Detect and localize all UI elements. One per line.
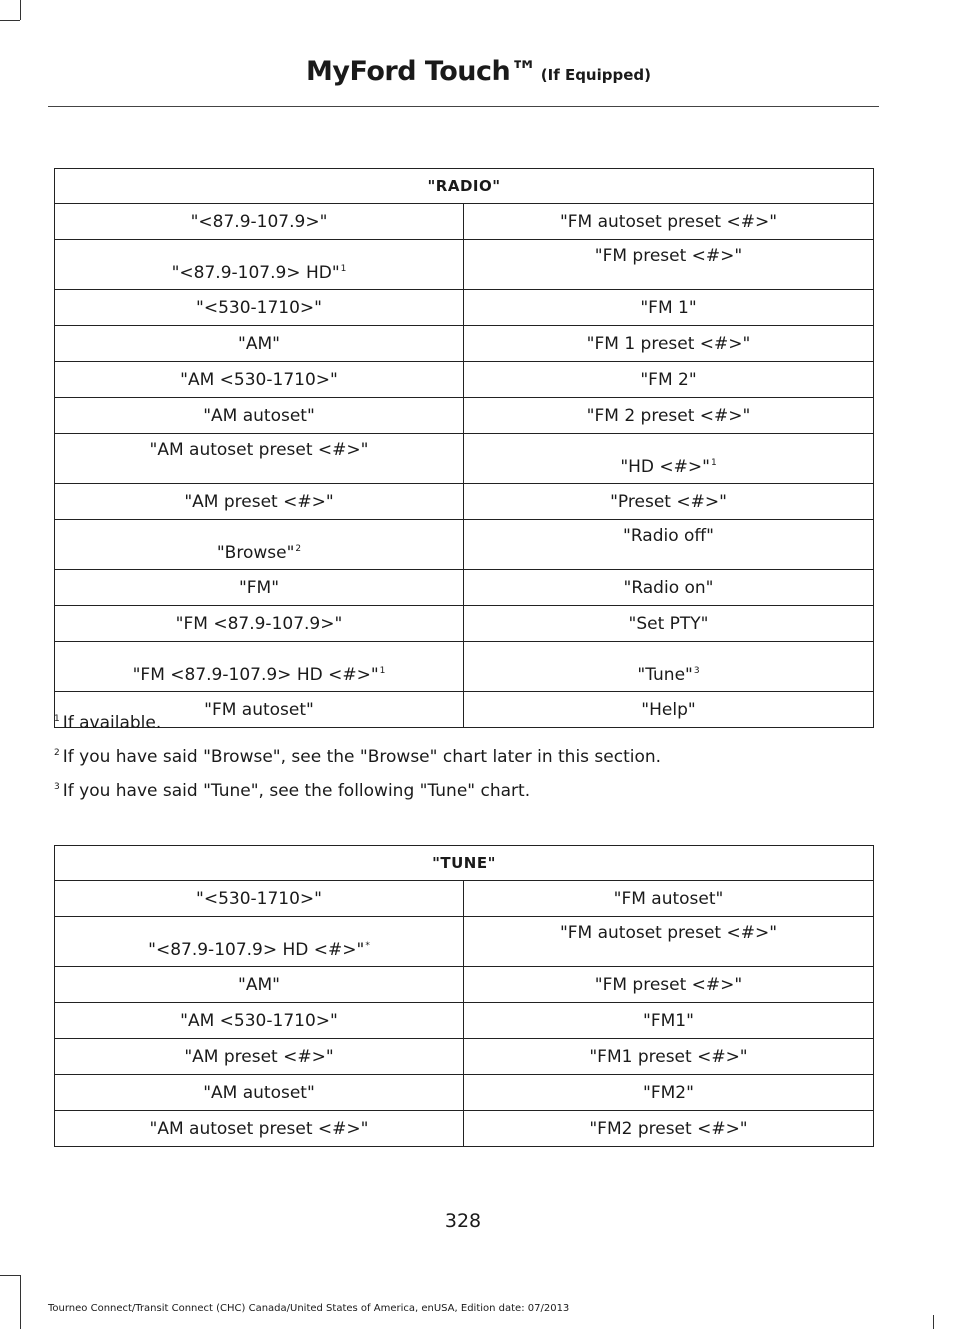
footnote-mark: 3 xyxy=(54,782,60,792)
cell-text: "FM preset <#>" xyxy=(594,974,743,995)
title-subtitle: (If Equipped) xyxy=(540,66,651,84)
cell-text: "Set PTY" xyxy=(628,613,709,634)
cell-text: "AM autoset preset <#>" xyxy=(149,440,369,460)
cell-text: "FM autoset" xyxy=(613,888,724,909)
cell-text: "HD <#>" xyxy=(620,457,710,477)
footnote-ref: 1 xyxy=(379,666,386,676)
crop-mark xyxy=(0,20,20,21)
table-cell xyxy=(55,881,464,917)
cell-text: "FM 1 preset <#>" xyxy=(586,333,751,354)
table-cell xyxy=(464,398,874,434)
table-cell xyxy=(464,290,874,326)
cell-text: "Tune" xyxy=(637,665,693,685)
table-row xyxy=(55,1111,874,1147)
page-number: 328 xyxy=(444,1210,482,1232)
crop-mark xyxy=(933,1315,934,1329)
cell-text: "Browse" xyxy=(216,543,295,563)
cell-text: "FM1" xyxy=(643,1010,694,1031)
table-row xyxy=(55,520,874,570)
footnote-text: If you have said "Tune", see the following "Tune" chart. xyxy=(62,781,531,801)
footnote-ref: 1 xyxy=(710,458,717,468)
table-cell xyxy=(464,967,874,1003)
cell-text: "FM" xyxy=(238,577,280,598)
table-row xyxy=(55,917,874,967)
page-title xyxy=(306,56,651,87)
header-divider xyxy=(48,106,879,107)
table-cell xyxy=(464,881,874,917)
table-cell xyxy=(55,570,464,606)
cell-text: "AM autoset preset <#>" xyxy=(149,1118,369,1139)
table-cell xyxy=(464,570,874,606)
table-cell xyxy=(464,606,874,642)
cell-text: "FM autoset preset <#>" xyxy=(559,211,778,232)
cell-text: "FM <87.9-107.9> HD <#>" xyxy=(132,665,379,685)
table-row xyxy=(55,434,874,484)
table-row xyxy=(55,290,874,326)
footnote-ref: 3 xyxy=(693,666,700,676)
crop-mark xyxy=(0,1275,20,1276)
table-cell xyxy=(464,1003,874,1039)
title-text: MyFord Touch™ xyxy=(306,56,537,87)
table-row xyxy=(55,398,874,434)
table-row xyxy=(55,326,874,362)
table-row xyxy=(55,1003,874,1039)
cell-text: "AM autoset" xyxy=(203,405,315,426)
table-row xyxy=(55,606,874,642)
table-cell xyxy=(464,1075,874,1111)
cell-text: "<530-1710>" xyxy=(196,888,322,909)
table-cell xyxy=(55,240,464,290)
table-cell xyxy=(464,204,874,240)
table-cell xyxy=(55,1039,464,1075)
cell-text: "AM preset <#>" xyxy=(184,491,334,512)
cell-text: "FM 2" xyxy=(640,369,697,390)
cell-text: "Help" xyxy=(641,699,696,720)
table-cell xyxy=(55,290,464,326)
cell-text: "<530-1710>" xyxy=(196,297,322,318)
cell-text: "FM autoset" xyxy=(204,699,314,720)
table-cell xyxy=(464,692,874,728)
table-cell xyxy=(55,434,464,484)
table-cell xyxy=(55,362,464,398)
footnote-ref: 1 xyxy=(340,264,347,274)
table-heading: "TUNE" xyxy=(55,846,874,881)
cell-text: "FM autoset preset <#>" xyxy=(559,923,778,943)
cell-text: "Radio off" xyxy=(623,526,714,546)
radio-command-table xyxy=(54,168,874,728)
cell-text: "AM <530-1710>" xyxy=(180,369,338,390)
table-row xyxy=(55,484,874,520)
table-row xyxy=(55,362,874,398)
table-cell xyxy=(55,520,464,570)
crop-mark xyxy=(20,1275,21,1329)
table-heading: "RADIO" xyxy=(55,169,874,204)
table-row xyxy=(55,692,874,728)
cell-text: "FM 1" xyxy=(640,297,697,318)
table-cell xyxy=(464,520,874,570)
table-cell xyxy=(55,1075,464,1111)
footnote xyxy=(54,781,530,801)
table-cell xyxy=(464,326,874,362)
cell-text: "AM" xyxy=(238,333,280,354)
table-row xyxy=(55,204,874,240)
cell-text: "FM2 preset <#>" xyxy=(589,1118,748,1139)
table-cell xyxy=(55,484,464,520)
table-row xyxy=(55,1075,874,1111)
cell-text: "FM2" xyxy=(643,1082,694,1103)
table-row xyxy=(55,240,874,290)
table-cell xyxy=(55,917,464,967)
cell-text: "<87.9-107.9> HD" xyxy=(171,263,340,283)
footnote-text: If available. xyxy=(62,713,162,733)
table-header-row xyxy=(55,846,874,881)
cell-text: "FM1 preset <#>" xyxy=(589,1046,748,1067)
table-cell xyxy=(464,642,874,692)
table-cell xyxy=(464,434,874,484)
footnote-mark: 1 xyxy=(54,714,60,724)
cell-text: "<87.9-107.9>" xyxy=(190,211,328,232)
table-row xyxy=(55,881,874,917)
table-cell xyxy=(464,240,874,290)
table-row xyxy=(55,642,874,692)
cell-text: "AM <530-1710>" xyxy=(180,1010,338,1031)
cell-text: "AM autoset" xyxy=(203,1082,315,1103)
table-cell xyxy=(55,606,464,642)
cell-text: "FM preset <#>" xyxy=(594,246,743,266)
cell-text: "Preset <#>" xyxy=(610,491,727,512)
table-cell xyxy=(55,1111,464,1147)
tune-command-table xyxy=(54,845,874,1147)
table-cell xyxy=(55,204,464,240)
table-cell xyxy=(464,917,874,967)
footnote-mark: 2 xyxy=(54,748,60,758)
table-cell xyxy=(55,1003,464,1039)
table-cell xyxy=(55,967,464,1003)
table-row xyxy=(55,570,874,606)
cell-text: "AM preset <#>" xyxy=(184,1046,334,1067)
table-row xyxy=(55,1039,874,1075)
table-cell xyxy=(464,362,874,398)
cell-text: "AM" xyxy=(238,974,280,995)
footnote-ref: * xyxy=(365,941,370,951)
table-header-row xyxy=(55,169,874,204)
cell-text: "<87.9-107.9> HD <#>" xyxy=(148,940,365,960)
table-cell xyxy=(464,1039,874,1075)
table-cell xyxy=(55,398,464,434)
table-cell xyxy=(55,326,464,362)
cell-text: "FM 2 preset <#>" xyxy=(586,405,751,426)
table-cell xyxy=(55,642,464,692)
cell-text: "Radio on" xyxy=(623,577,714,598)
table-cell xyxy=(464,1111,874,1147)
cell-text: "FM <87.9-107.9>" xyxy=(175,613,343,634)
footnote-text: If you have said "Browse", see the "Browse" chart later in this section. xyxy=(62,747,662,767)
edition-footer: Tourneo Connect/Transit Connect (CHC) Canada/United States of America, enUSA, Edition date: 07/2013 xyxy=(48,1303,570,1314)
footnote xyxy=(54,713,161,733)
footnote-ref: 2 xyxy=(295,544,302,554)
table-row xyxy=(55,967,874,1003)
footnote xyxy=(54,747,661,767)
table-cell xyxy=(464,484,874,520)
crop-mark xyxy=(20,0,21,20)
